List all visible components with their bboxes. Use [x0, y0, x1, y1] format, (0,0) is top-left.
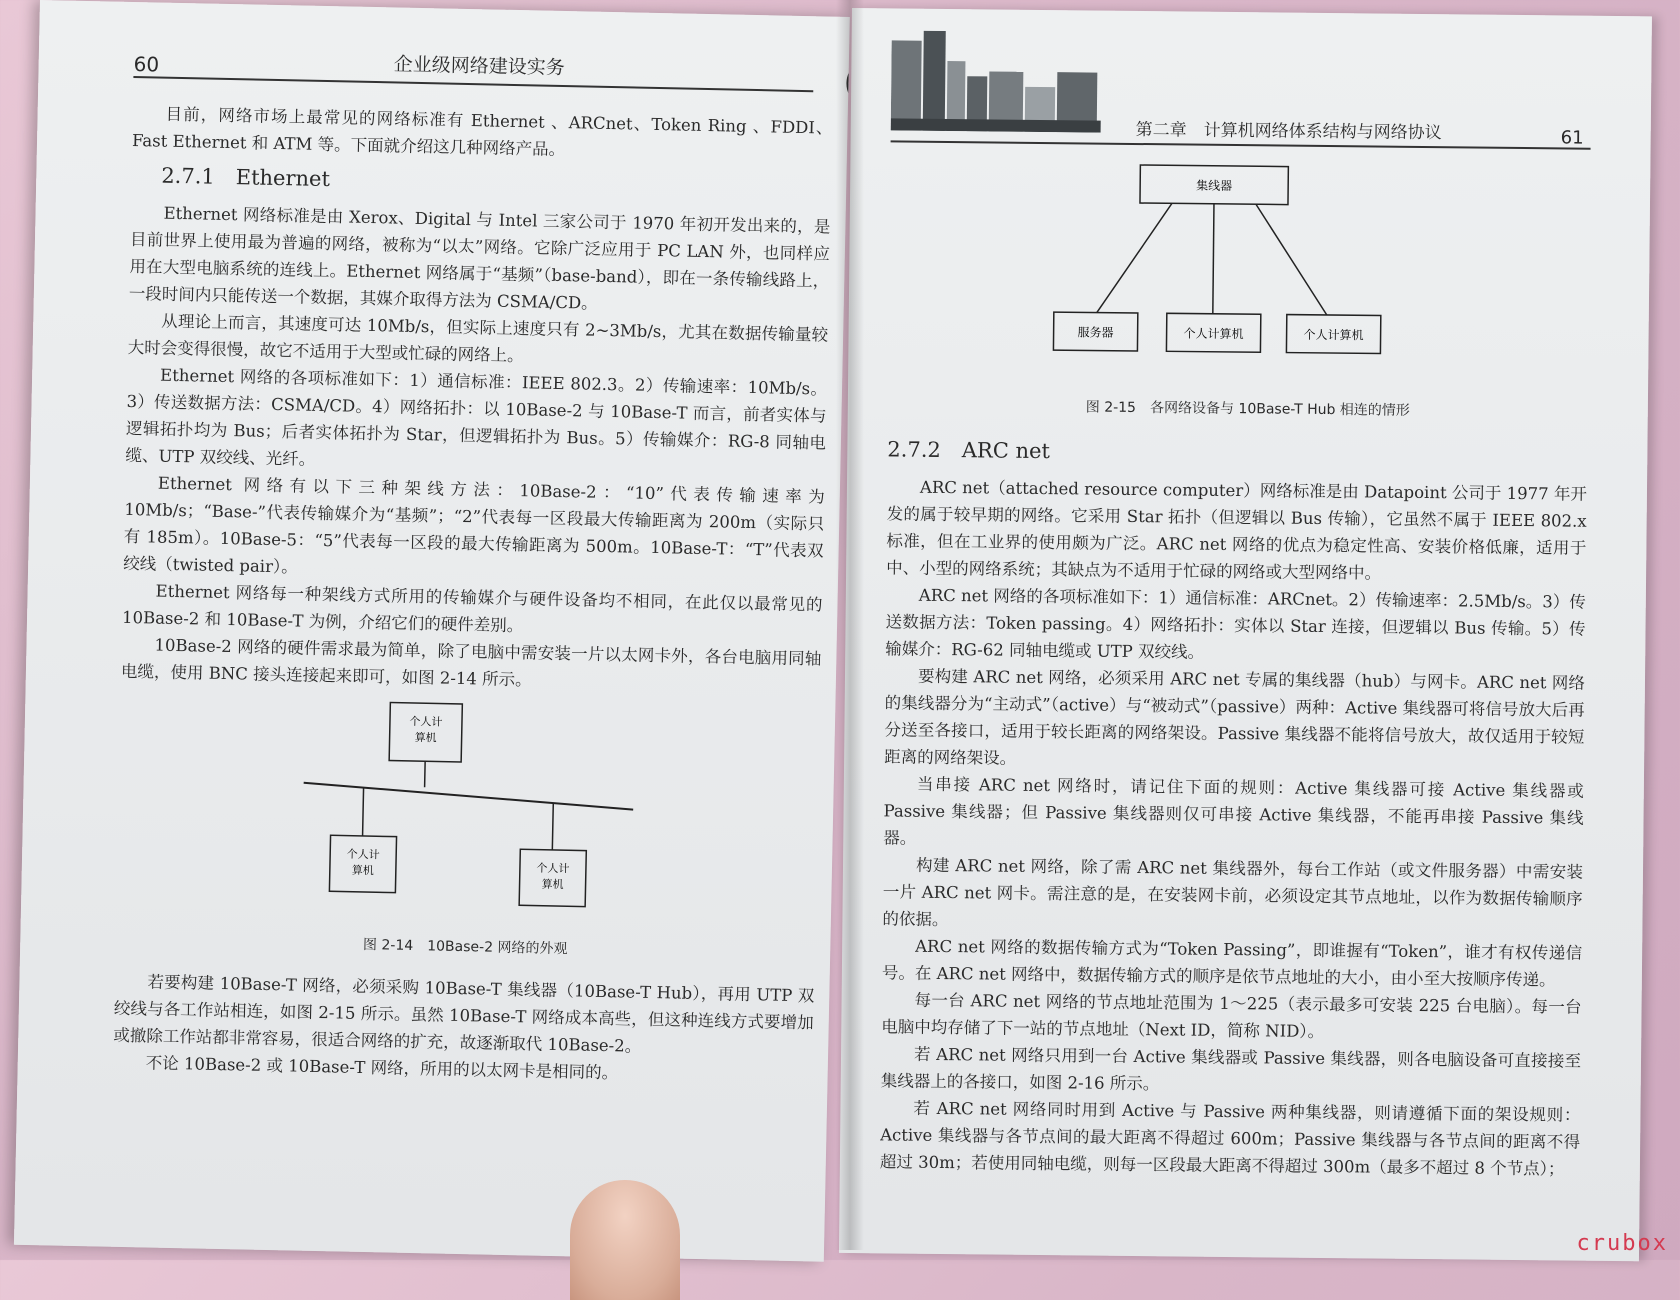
right-running-title: 第二章 计算机网络体系结构与网络协议: [1135, 119, 1442, 144]
paragraph: 若要构建 10Base-T 网络，必须采购 10Base-T 集线器（10Base-T Hub），再用 UTP 双绞线与各工作站相连，如图 2-15 所示。虽然 10Base-T 网络成本高些，但这种连线方式要增加或撤除工作站都非常容易，很适合网络的扩充，故逐渐取代 10Base-2。: [113, 972, 815, 1056]
right-page-number: 61: [1560, 127, 1584, 149]
paragraph: 当串接 ARC net 网络时，请记住下面的规则：Active 集线器可接 Active 集线器或 Passive 集线器；但 Passive 集线器则仅可串接 Active 集线器，不能再串接 Passive 集线器。: [883, 774, 1584, 848]
paragraph: ARC net（attached resource computer）网络标准是由 Datapoint 公司于 1977 年开发的属于较早期的网络。它采用 Star 拓扑（但逻辑以 Bus 传输），它虽然不属于 IEEE 802.x 标准，但在工业界的使用颇为广泛。ARC net 网络的优点为稳定性高、安装价格低廉，适用于中、小型的网络系统；其缺点为不适用于忙碌的网络或大型网络中。: [886, 477, 1588, 583]
figure-10baset-diagram: [888, 158, 1610, 396]
pc-node-right-label-2: 算机: [541, 877, 564, 892]
paragraph: ARC net 网络的数据传输方式为“Token Passing”，即谁握有“Token”，谁才有权传递信号。在 ARC net 网络中，数据传输方式的顺序是依节点地址的大小，由小至大按顺序传递。: [881, 936, 1583, 990]
book-gutter-shadow: [836, 0, 864, 1250]
figure-caption-2-15: 图 2-15 各网络设备与 10Base-T Hub 相连的情形: [1085, 399, 1410, 419]
watermark-text: crubox: [1576, 1231, 1668, 1256]
left-page: [14, 0, 850, 1262]
paragraph: Ethernet 网络的各项标准如下：1）通信标准：IEEE 802.3。2）传输速率：10Mb/s。3）传送数据方法：CSMA/CD。4）网络拓扑：以 10Base-2 与 10Base-T 而言，前者实体与逻辑拓扑均为 Bus；后者实体拓扑为 Star，但逻辑拓扑为 Bus。5）传输媒介：RG-8 同轴电缆、UTP 双绞线、光纤。: [125, 365, 828, 469]
paragraph: Ethernet 网络有以下三种架线方法：10Base-2：“10”代表传输速率为 10Mb/s；“Base-”代表传输媒介为“基频”；“2”代表每一区段最大传输距离为 200m（实际只有 185m）。10Base-5：“5”代表每一区段的最大传输距离为 500m。10Base-T：“T”代表双绞线（twisted pair）。: [123, 473, 825, 577]
hub-label: 集线器: [1196, 178, 1233, 193]
section-heading-ethernet: 2.7.1 Ethernet: [161, 163, 331, 192]
coax-bus-line: [303, 783, 633, 810]
pc-node-1-label: 个人计算机: [1183, 326, 1244, 342]
thumb-holding-page: [570, 1180, 680, 1300]
left-page-number: 60: [133, 51, 160, 77]
paragraph: 10Base-2 网络的硬件需求最为简单，除了电脑中需安装一片以太网卡外，各台电脑用同轴电缆，使用 BNC 接头连接起来即可，如图 2-14 所示。: [120, 635, 822, 690]
pc-node-top-label-1: 个人计: [409, 714, 443, 729]
pc-node-top-label-2: 算机: [414, 731, 437, 745]
city-skyline-icon: [891, 30, 1102, 132]
paragraph: Ethernet 网络每一种架线方式所用的传输媒介与硬件设备均不相同，在此仅以最常见的 10Base-2 和 10Base-T 为例，介绍它们的硬件差别。: [121, 581, 823, 636]
right-page: [839, 8, 1652, 1261]
header-rule: [133, 76, 813, 92]
paragraph: 构建 ARC net 网络，除了需 ARC net 集线器外，每台工作站（或文件服务器）中需安装一片 ARC net 网卡。需注意的是，在安装网卡前，必须设定其节点地址，以作为数据传输顺序的依据。: [882, 855, 1584, 930]
server-label: 服务器: [1077, 325, 1114, 340]
paragraph: 若 ARC net 网络同时用到 Active 与 Passive 两种集线器，则请遵循下面的架设规则：Active 集线器与各节点间的最大距离不得超过 600m；Passive 集线器与各节点间的距离不得超过 30m；若使用同轴电缆，则每一区段最大距离不得超过 300m（最多不超过 8 个节点）；: [879, 1098, 1581, 1179]
figure-caption-2-14: 图 2-14 10Base-2 网络的外观: [362, 936, 568, 958]
left-body: [112, 100, 832, 1090]
left-running-title: 企业级网络建设实务: [393, 53, 565, 80]
left-header: [133, 44, 834, 99]
paragraph: 若 ARC net 网络只用到一台 Active 集线器或 Passive 集线器，则各电脑设备可直接接至集线器上的各接口，如图 2-16 所示。: [880, 1044, 1582, 1094]
header-rule: [891, 140, 1591, 149]
pc-node-left-label-2: 算机: [351, 863, 374, 878]
pc-node-2-label: 个人计算机: [1303, 327, 1364, 343]
intro-paragraph: 目前，网络市场上最常见的网络标准有 Ethernet 、ARCnet、Token Ring 、FDDI、Fast Ethernet 和 ATM 等。下面就介绍这几种网络产品。: [131, 104, 833, 160]
paragraph: ARC net 网络的各项标准如下：1）通信标准：ARCnet。2）传输速率：2.5Mb/s。3）传送数据方法：Token passing。4）网络拓扑：实体以 Star 连接，但逻辑以 Bus 传输。5）传输媒介：RG-62 同轴电缆或 UTP 双绞线。: [885, 585, 1586, 662]
paragraph: 不论 10Base-2 或 10Base-T 网络，所用的以太网卡是相同的。: [145, 1053, 619, 1083]
paragraph: 要构建 ARC net 网络，必须采用 ARC net 专属的集线器（hub）与网卡。ARC net 网络的集线器分为“主动式”（active）与“被动式”（passive）两种：Active 集线器可将信号放大后再分送至各接口，适用于较长距离的网络架设。Passive 集线器不能将信号放大，故仅适用于较短距离的网络架设。: [884, 666, 1586, 768]
right-body: [880, 428, 1588, 1182]
pc-node-right-label-1: 个人计: [536, 861, 570, 876]
paragraph: Ethernet 网络标准是由 Xerox、Digital 与 Intel 三家公司于 1970 年初开发出来的，是目前世界上使用最为普遍的网络，被称为“以太”网络。它除广泛应用于 PC LAN 外，也同样应用在大型电脑系统的连线上。Ethernet 网络属于“基频”（base-band），即在一条传输线路上，一段时间内只能传送一个数据，其媒介取得方法为 CSMA/CD。: [128, 203, 831, 313]
pc-node-left-label-1: 个人计: [346, 847, 380, 862]
figure-10base2-diagram: [116, 691, 821, 936]
right-header: [891, 30, 1612, 158]
paragraph: 每一台 ARC net 网络的节点地址范围为 1～225（表示最多可安装 225 台电脑）。每一台电脑中均存储了下一站的节点地址（Next ID，简称 NID）。: [881, 990, 1582, 1041]
paragraph: 从理论上而言，其速度可达 10Mb/s，但实际上速度只有 2~3Mb/s，尤其在数据传输量较大时会变得很慢，故它不适用于大型或忙碌的网络上。: [127, 311, 829, 366]
section-heading-arcnet: 2.7.2 ARC net: [887, 437, 1051, 464]
